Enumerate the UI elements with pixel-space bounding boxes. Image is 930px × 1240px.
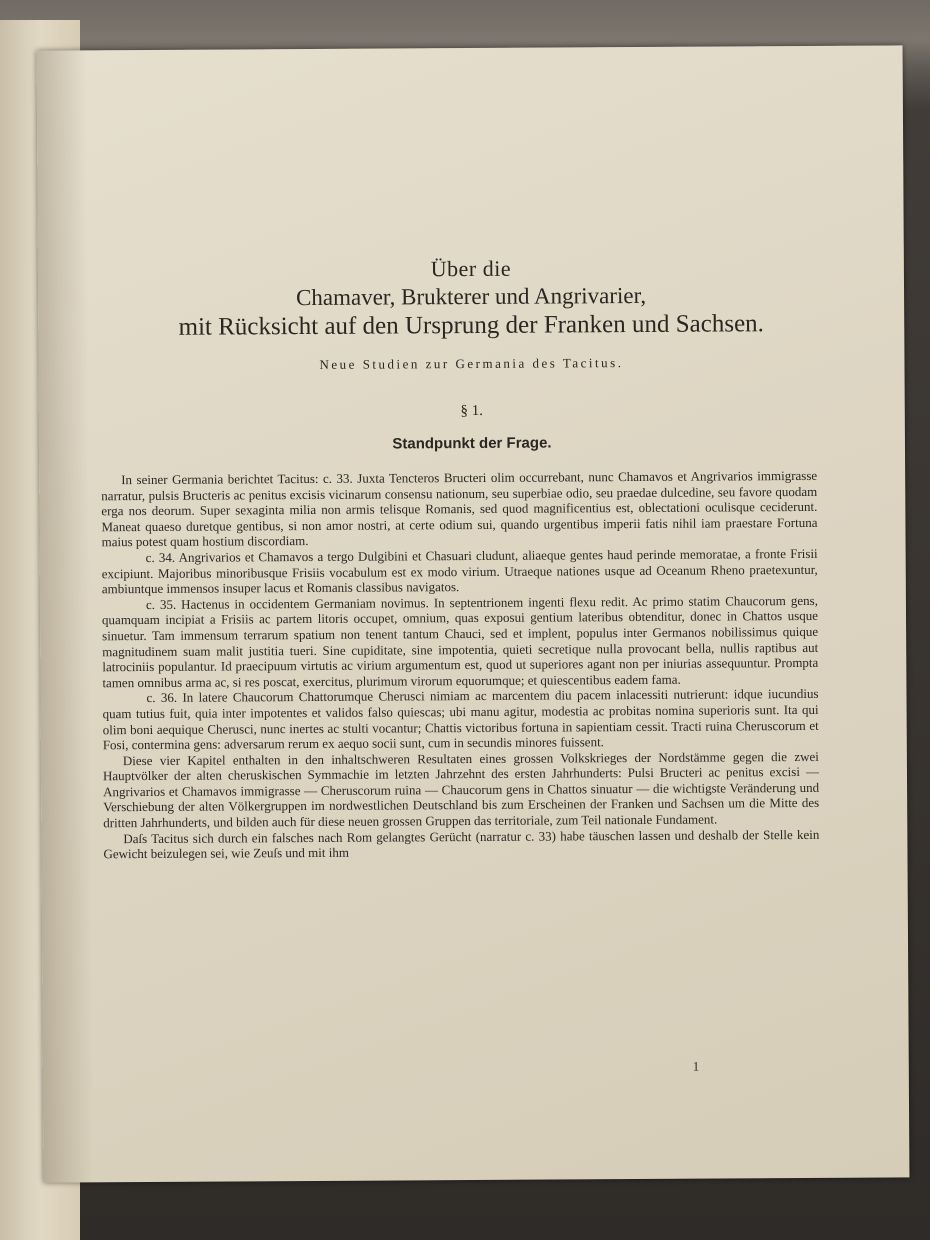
book-page xyxy=(37,45,910,1182)
page-gutter-shadow xyxy=(37,50,94,1182)
paragraph-c34: c. 34. Angrivarios et Chamavos a tergo Dulgibini et Chasuari cludunt, aliaeque gentes haud perinde memoratae, a fronte Frisii excipiunt. Majoribus minoribusque Frisiis vocabulum est ex modo virium. Utraeque nationes usque ad Oceanum Rheno praetexuntur, ambiuntque immensos insuper lacus et Romanis classibus navigatos. xyxy=(101,545,818,597)
body-text xyxy=(101,468,819,862)
paragraph-c36: c. 36. In latere Chaucorum Chattorumque Cherusci nimiam ac marcentem diu pacem inlacessiti nutrierunt: idque iucundius quam tutius fuit, quia inter impotentes et validos falso quiescas; ubi manu agitur, modestia ac probitas nomina superioris sunt. Ita qui olim boni aequique Cherusci, nunc inertes ac stulti vocantur; Chattis victoribus fortuna in sapientiam cessit. Tracti ruina Cheruscorum et Fosi, contermina gens: adversarum rerum ex aequo socii sunt, cum in secundis minores fuissent. xyxy=(102,686,819,753)
title-line-1: Über die xyxy=(430,255,512,282)
paragraph-intro-c33: In seiner Germania berichtet Tacitus: c. 33. Juxta Tencteros Bructeri olim occurrebant, nunc Chamavos et Angrivarios immigrasse narratur, pulsis Bructeris ac penitus excisis vicinarum consensu nationum, seu superbiae odio, seu praedae dulcedine, seu favore quodam erga nos deorum. Super sexaginta milia non armis telisque Romanis, sed quod magnificentius est, oblectationi oculisque ceciderunt. Maneat quaeso duretque gentibus, si non amor nostri, at certe odium sui, quando urgentibus imperii fatis nihil iam praestare Fortuna maius potest quam hostium discordiam. xyxy=(101,467,818,550)
title-line-3: mit Rücksicht auf den Ursprung der Franken und Sachsen. xyxy=(178,310,764,341)
title-line-2: Chamaver, Brukterer und Angrivarier, xyxy=(295,282,647,311)
subtitle: Neue Studien zur Germania des Tacitus. xyxy=(319,355,624,372)
section-number: § 1. xyxy=(460,402,484,420)
section-heading: Standpunkt der Frage. xyxy=(392,434,552,453)
paragraph-c35: c. 35. Hactenus in occidentem Germaniam novimus. In septentrionem ingenti flexu redit. Ac primo statim Chaucorum gens, quamquam incipiat a Frisiis ac partem litoris occupet, omnium, quas exposui gentium lateribus obtenditur, donec in Chattos usque sinuetur. Tam immensum terrarum spatium non tenent tantum Chauci, sed et implent, populus inter Germanos nobilissimus quique magnitudinem suam malit justitia tueri. Sine cupiditate, sine impotentia, quieti secretique nulla provocant bella, nullis raptibus aut latrociniis populantur. Id praecipuum virtutis ac virium argumentum est, quod ut superiores agant non per iniurias assequuntur. Prompta tamen omnibus arma ac, si res poscat, exercitus, plurimum virorum equorumque; et quiescentibus eadem fama. xyxy=(101,592,819,690)
paragraph-commentary: Diese vier Kapitel enthalten in den inhaltschweren Resultaten eines grossen Volkskrieges der Nordstämme gegen die zwei Hauptvölker der alten cheruskischen Symmachie im letzten Jahrzehnt des ersten Jahrhunderts: Pulsi Bructeri ac penitus excisi — Angrivarios et Chamavos immigrasse — Cheruscorum ruina — Chaucorum gens in Chattos sinuatur — die wichtigste Veränderung und Verschiebung der alten Völkergruppen im nordwestlichen Deutschland bis zum Erscheinen der Franken und Sachsen um die Mitte des dritten Jahrhunderts, und bilden auch für diese neuen grossen Gruppen das territoriale, zum Teil nationale Fundament. xyxy=(102,748,820,831)
paragraph-tacitus-rumor: Daſs Tacitus sich durch ein falsches nach Rom gelangtes Gerücht (narratur c. 33) habe täuschen lassen und deshalb der Stelle kein Gewicht beizulegen sei, wie Zeuſs und mit ihm xyxy=(103,826,820,862)
page-number: 1 xyxy=(692,1058,700,1074)
